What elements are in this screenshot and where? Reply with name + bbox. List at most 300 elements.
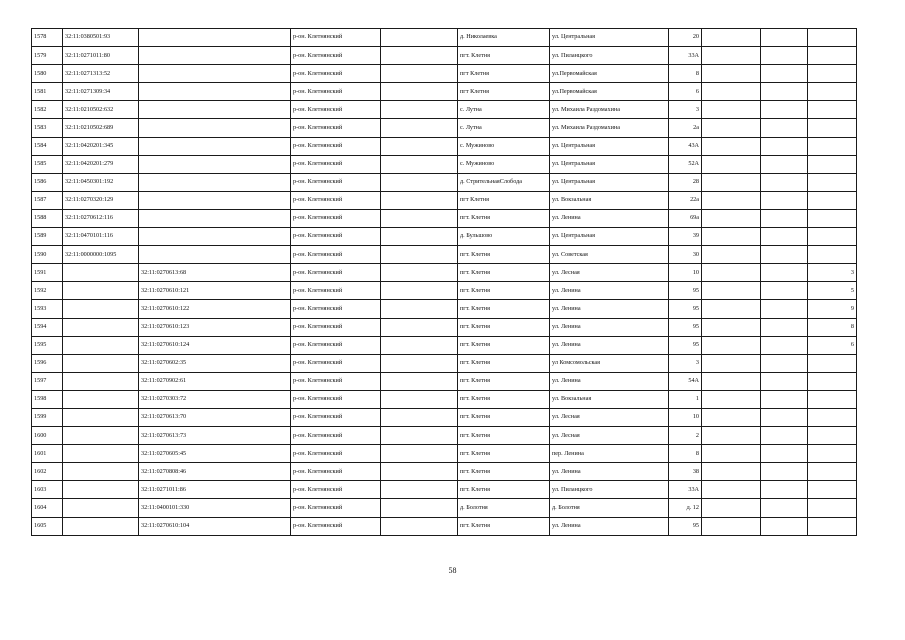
cell-cadastral-number: 32:11:0450301:192: [63, 173, 139, 191]
cell-extra-1: [761, 228, 808, 246]
cell-locality: пгт. Клетня: [458, 300, 550, 318]
cell-cadastral-number: 32:11:0271309:34: [63, 83, 139, 101]
cell-district: р-он. Клетнянский: [291, 463, 381, 481]
cell-cadastral-number: 32:11:0420201:279: [63, 155, 139, 173]
cell-row-number: 1591: [32, 264, 63, 282]
cell-district: р-он. Клетнянский: [291, 427, 381, 445]
cell-extra: [702, 65, 761, 83]
cell-cadastral-number-alt: [139, 209, 291, 227]
cell-house: 95: [669, 282, 702, 300]
cell-cadastral-number-alt: 32:11:0270613:73: [139, 427, 291, 445]
cell-locality: с. Мужиново: [458, 155, 550, 173]
cell-street: ул. Ленина: [550, 517, 669, 535]
page-number: 58: [448, 566, 457, 575]
cell-locality: пгт Клетня: [458, 83, 550, 101]
cell-extra-2: [808, 463, 857, 481]
cell-extra: [702, 101, 761, 119]
table-row: [32, 517, 857, 535]
cell-cadastral-number-alt: 32:11:0400101:330: [139, 499, 291, 517]
cell-row-number: 1601: [32, 445, 63, 463]
table-row: [32, 499, 857, 517]
cell-extra-2: [808, 209, 857, 227]
table-row: [32, 408, 857, 426]
cell-locality: пгт. Клетня: [458, 408, 550, 426]
cell-blank: [381, 173, 458, 191]
cell-cadastral-number: [63, 463, 139, 481]
cell-row-number: 1588: [32, 209, 63, 227]
cell-street: ул. Ленина: [550, 282, 669, 300]
cell-house: 54А: [669, 372, 702, 390]
cell-row-number: 1579: [32, 47, 63, 65]
cell-cadastral-number: [63, 300, 139, 318]
cell-extra-1: [761, 65, 808, 83]
cell-blank: [381, 209, 458, 227]
cell-extra-1: [761, 336, 808, 354]
cell-extra: [702, 499, 761, 517]
cell-row-number: 1600: [32, 427, 63, 445]
cell-blank: [381, 191, 458, 209]
cell-cadastral-number-alt: 32:11:0270613:70: [139, 408, 291, 426]
cell-district: р-он. Клетнянский: [291, 246, 381, 264]
cell-extra: [702, 481, 761, 499]
cell-extra: [702, 318, 761, 336]
cell-locality: пгт. Клетня: [458, 445, 550, 463]
cell-cadastral-number-alt: 32:11:0270602:35: [139, 354, 291, 372]
cell-extra-1: [761, 445, 808, 463]
cell-locality: д. Николаевка: [458, 29, 550, 47]
cell-extra-1: [761, 300, 808, 318]
document-sheet: [31, 28, 857, 536]
cell-house: 33А: [669, 47, 702, 65]
cell-locality: пгт. Клетня: [458, 264, 550, 282]
cell-street: ул. Ленина: [550, 318, 669, 336]
cell-extra-2: [808, 173, 857, 191]
cell-house: д. 12: [669, 499, 702, 517]
cell-extra-2: [808, 137, 857, 155]
cell-cadastral-number-alt: [139, 83, 291, 101]
cell-cadastral-number: [63, 408, 139, 426]
cell-extra: [702, 137, 761, 155]
cell-blank: [381, 264, 458, 282]
cell-extra: [702, 209, 761, 227]
cell-street: ул. Центральная: [550, 173, 669, 191]
cell-extra-1: [761, 354, 808, 372]
cell-blank: [381, 427, 458, 445]
cell-cadastral-number: [63, 427, 139, 445]
cell-extra: [702, 408, 761, 426]
cell-district: р-он. Клетнянский: [291, 517, 381, 535]
cell-cadastral-number-alt: [139, 65, 291, 83]
cell-cadastral-number-alt: [139, 119, 291, 137]
cell-locality: пгт. Клетня: [458, 427, 550, 445]
cell-cadastral-number: 32:11:0271011:80: [63, 47, 139, 65]
cell-cadastral-number: [63, 499, 139, 517]
cell-cadastral-number: 32:11:0271313:52: [63, 65, 139, 83]
cell-cadastral-number-alt: [139, 101, 291, 119]
cell-extra-1: [761, 101, 808, 119]
cell-district: р-он. Клетнянский: [291, 29, 381, 47]
cell-district: р-он. Клетнянский: [291, 173, 381, 191]
cell-extra: [702, 246, 761, 264]
cell-row-number: 1605: [32, 517, 63, 535]
cell-blank: [381, 336, 458, 354]
cell-street: ул.Первомайская: [550, 65, 669, 83]
cell-street: ул. Пиланцкого: [550, 47, 669, 65]
cell-street: ул. Ленина: [550, 209, 669, 227]
cell-locality: пгт. Клетня: [458, 47, 550, 65]
cell-extra-1: [761, 29, 808, 47]
table-row: [32, 300, 857, 318]
cell-extra-2: [808, 481, 857, 499]
cell-extra: [702, 445, 761, 463]
cell-house: 95: [669, 318, 702, 336]
table-row: [32, 191, 857, 209]
cell-house: 1: [669, 390, 702, 408]
cell-row-number: 1586: [32, 173, 63, 191]
cell-extra-1: [761, 408, 808, 426]
cell-cadastral-number: [63, 372, 139, 390]
cell-house: 30: [669, 246, 702, 264]
cell-blank: [381, 155, 458, 173]
table-row: [32, 119, 857, 137]
cell-house: 6: [669, 83, 702, 101]
cell-extra-1: [761, 282, 808, 300]
table-row: [32, 481, 857, 499]
cell-extra-1: [761, 191, 808, 209]
table-row: [32, 427, 857, 445]
cell-row-number: 1597: [32, 372, 63, 390]
cell-cadastral-number-alt: [139, 137, 291, 155]
cell-house: 3: [669, 101, 702, 119]
cell-district: р-он. Клетнянский: [291, 228, 381, 246]
cell-street: ул. Михаила Раздомахина: [550, 101, 669, 119]
cell-extra-1: [761, 209, 808, 227]
table-row: [32, 246, 857, 264]
cell-street: ул. Лесная: [550, 264, 669, 282]
cell-house: 2: [669, 427, 702, 445]
cell-row-number: 1594: [32, 318, 63, 336]
cell-extra-1: [761, 463, 808, 481]
cell-locality: пгт. Клетня: [458, 372, 550, 390]
cell-street: ул. Лесная: [550, 408, 669, 426]
cell-extra-2: [808, 119, 857, 137]
cell-locality: пгт. Клетня: [458, 246, 550, 264]
cell-row-number: 1583: [32, 119, 63, 137]
cell-extra-2: 8: [808, 318, 857, 336]
cell-extra-2: 5: [808, 282, 857, 300]
cell-blank: [381, 445, 458, 463]
cell-locality: д. СтрительнаяСлобода: [458, 173, 550, 191]
cell-house: 95: [669, 517, 702, 535]
cell-street: ул. Ленина: [550, 336, 669, 354]
cell-street: ул.Первомайская: [550, 83, 669, 101]
cell-cadastral-number: 32:11:0210502:689: [63, 119, 139, 137]
cell-extra-1: [761, 481, 808, 499]
cell-extra-1: [761, 427, 808, 445]
cell-extra-1: [761, 499, 808, 517]
cell-street: ул. Советская: [550, 246, 669, 264]
cell-street: ул Комсомольская: [550, 354, 669, 372]
cell-blank: [381, 83, 458, 101]
cell-extra-2: [808, 191, 857, 209]
cell-extra: [702, 517, 761, 535]
cell-cadastral-number: [63, 336, 139, 354]
cell-street: ул. Центральная: [550, 228, 669, 246]
cell-locality: пгт. Клетня: [458, 354, 550, 372]
cell-extra-2: [808, 372, 857, 390]
cell-extra: [702, 29, 761, 47]
cell-extra: [702, 336, 761, 354]
cell-blank: [381, 228, 458, 246]
cell-extra-2: [808, 47, 857, 65]
cell-extra-2: [808, 517, 857, 535]
cell-extra: [702, 264, 761, 282]
cell-street: ул. Центральная: [550, 155, 669, 173]
table-row: [32, 390, 857, 408]
cell-district: р-он. Клетнянский: [291, 445, 381, 463]
cell-district: р-он. Клетнянский: [291, 101, 381, 119]
table-row: [32, 354, 857, 372]
table-row: [32, 282, 857, 300]
cell-district: р-он. Клетнянский: [291, 336, 381, 354]
table-row: [32, 336, 857, 354]
cell-house: 10: [669, 264, 702, 282]
cell-blank: [381, 318, 458, 336]
cell-cadastral-number: 32:11:0270320:129: [63, 191, 139, 209]
cell-district: р-он. Клетнянский: [291, 83, 381, 101]
table-row: [32, 445, 857, 463]
cell-blank: [381, 65, 458, 83]
cell-blank: [381, 29, 458, 47]
cell-cadastral-number: 32:11:0470101:116: [63, 228, 139, 246]
cell-extra-1: [761, 318, 808, 336]
table-row: [32, 209, 857, 227]
cell-blank: [381, 517, 458, 535]
cell-cadastral-number: [63, 390, 139, 408]
cell-district: р-он. Клетнянский: [291, 264, 381, 282]
cell-street: ул. Ленина: [550, 463, 669, 481]
cell-row-number: 1584: [32, 137, 63, 155]
cell-house: 69а: [669, 209, 702, 227]
cell-blank: [381, 390, 458, 408]
cell-cadastral-number: 32:11:0420201:345: [63, 137, 139, 155]
cell-house: 95: [669, 300, 702, 318]
cell-extra-1: [761, 83, 808, 101]
cell-street: ул. Ленина: [550, 372, 669, 390]
cell-extra-1: [761, 155, 808, 173]
cell-row-number: 1604: [32, 499, 63, 517]
cell-extra-1: [761, 372, 808, 390]
cell-district: р-он. Клетнянский: [291, 191, 381, 209]
cell-locality: пгт. Клетня: [458, 517, 550, 535]
cell-row-number: 1582: [32, 101, 63, 119]
cell-cadastral-number-alt: [139, 173, 291, 191]
cell-cadastral-number: 32:11:0210502:632: [63, 101, 139, 119]
cell-locality: пгт Клетня: [458, 65, 550, 83]
cell-cadastral-number-alt: [139, 47, 291, 65]
cell-house: 95: [669, 336, 702, 354]
cell-district: р-он. Клетнянский: [291, 282, 381, 300]
table-row: [32, 372, 857, 390]
cell-blank: [381, 408, 458, 426]
cell-street: ул. Вокзальная: [550, 191, 669, 209]
cell-extra: [702, 119, 761, 137]
cell-cadastral-number: [63, 282, 139, 300]
cell-locality: д. Бульшово: [458, 228, 550, 246]
cell-house: 52А: [669, 155, 702, 173]
cell-cadastral-number: [63, 354, 139, 372]
cell-street: ул. Центральная: [550, 29, 669, 47]
cell-cadastral-number: [63, 445, 139, 463]
cell-row-number: 1580: [32, 65, 63, 83]
registry-body: [32, 29, 857, 536]
cell-cadastral-number-alt: 32:11:0270610:124: [139, 336, 291, 354]
cell-extra-2: [808, 499, 857, 517]
cell-row-number: 1598: [32, 390, 63, 408]
cell-locality: д. Болотня: [458, 499, 550, 517]
cell-extra-2: [808, 354, 857, 372]
cell-extra-1: [761, 119, 808, 137]
cell-house: 10: [669, 408, 702, 426]
cell-blank: [381, 137, 458, 155]
cell-row-number: 1593: [32, 300, 63, 318]
cell-extra: [702, 191, 761, 209]
cell-district: р-он. Клетнянский: [291, 354, 381, 372]
cell-district: р-он. Клетнянский: [291, 300, 381, 318]
cell-extra: [702, 282, 761, 300]
cell-extra-2: [808, 29, 857, 47]
cell-row-number: 1592: [32, 282, 63, 300]
cell-blank: [381, 372, 458, 390]
cell-extra-2: [808, 83, 857, 101]
cell-locality: пгт. Клетня: [458, 463, 550, 481]
cell-row-number: 1596: [32, 354, 63, 372]
cell-blank: [381, 246, 458, 264]
cell-street: ул. Лесная: [550, 427, 669, 445]
table-row: [32, 228, 857, 246]
cell-cadastral-number-alt: 32:11:0270605:45: [139, 445, 291, 463]
cell-extra-1: [761, 173, 808, 191]
cell-extra-1: [761, 137, 808, 155]
cell-blank: [381, 47, 458, 65]
cell-extra: [702, 228, 761, 246]
cell-extra-1: [761, 264, 808, 282]
cell-district: р-он. Клетнянский: [291, 318, 381, 336]
cell-row-number: 1587: [32, 191, 63, 209]
cell-street: ул. Центральная: [550, 137, 669, 155]
cell-extra-2: [808, 101, 857, 119]
cell-blank: [381, 481, 458, 499]
cell-blank: [381, 300, 458, 318]
cell-row-number: 1603: [32, 481, 63, 499]
cell-house: 8: [669, 65, 702, 83]
cell-cadastral-number-alt: [139, 155, 291, 173]
cell-extra-2: [808, 65, 857, 83]
cell-house: 22а: [669, 191, 702, 209]
cell-extra-2: [808, 246, 857, 264]
cell-locality: пгт. Клетня: [458, 318, 550, 336]
cell-extra: [702, 354, 761, 372]
cell-extra: [702, 47, 761, 65]
cell-blank: [381, 282, 458, 300]
cell-cadastral-number-alt: 32:11:0270610:122: [139, 300, 291, 318]
cell-extra-1: [761, 47, 808, 65]
cell-house: 38: [669, 463, 702, 481]
cell-extra-1: [761, 390, 808, 408]
cell-cadastral-number-alt: [139, 228, 291, 246]
cell-row-number: 1581: [32, 83, 63, 101]
cell-cadastral-number-alt: 32:11:0270613:68: [139, 264, 291, 282]
cell-blank: [381, 463, 458, 481]
cell-locality: пгт. Клетня: [458, 282, 550, 300]
cell-house: 3: [669, 354, 702, 372]
cell-cadastral-number-alt: 32:11:0271011:86: [139, 481, 291, 499]
table-row: [32, 318, 857, 336]
cell-extra: [702, 300, 761, 318]
cell-cadastral-number: [63, 318, 139, 336]
cell-row-number: 1590: [32, 246, 63, 264]
cell-house: 43А: [669, 137, 702, 155]
cell-extra: [702, 390, 761, 408]
table-row: [32, 47, 857, 65]
cell-row-number: 1589: [32, 228, 63, 246]
cell-cadastral-number-alt: 32:11:0270808:46: [139, 463, 291, 481]
cell-cadastral-number: [63, 517, 139, 535]
cell-street: д. Болотня: [550, 499, 669, 517]
cell-cadastral-number-alt: 32:11:0270610:123: [139, 318, 291, 336]
table-row: [32, 463, 857, 481]
cell-cadastral-number-alt: 32:11:0270303:72: [139, 390, 291, 408]
cell-blank: [381, 119, 458, 137]
cell-blank: [381, 101, 458, 119]
cell-locality: пгт. Клетня: [458, 390, 550, 408]
cell-extra-2: 6: [808, 336, 857, 354]
cell-cadastral-number-alt: [139, 29, 291, 47]
cell-extra: [702, 83, 761, 101]
cell-extra-1: [761, 517, 808, 535]
table-row: [32, 264, 857, 282]
cell-extra-2: [808, 155, 857, 173]
table-row: [32, 29, 857, 47]
cell-district: р-он. Клетнянский: [291, 372, 381, 390]
cell-cadastral-number: 32:11:0000000:1095: [63, 246, 139, 264]
cell-locality: пгт. Клетня: [458, 209, 550, 227]
cell-cadastral-number: [63, 481, 139, 499]
cell-extra: [702, 427, 761, 445]
cell-district: р-он. Клетнянский: [291, 65, 381, 83]
cell-cadastral-number-alt: 32:11:0270610:104: [139, 517, 291, 535]
cell-cadastral-number: 32:11:0270612:116: [63, 209, 139, 227]
cell-row-number: 1599: [32, 408, 63, 426]
table-row: [32, 137, 857, 155]
cell-cadastral-number-alt: 32:11:0270902:61: [139, 372, 291, 390]
table-row: [32, 155, 857, 173]
cell-street: ул. Пиланцкого: [550, 481, 669, 499]
registry-table: [31, 28, 857, 536]
cell-locality: пгт Клетня: [458, 191, 550, 209]
cell-extra: [702, 372, 761, 390]
cell-extra: [702, 155, 761, 173]
cell-locality: пгт. Клетня: [458, 481, 550, 499]
table-row: [32, 83, 857, 101]
cell-house: 39: [669, 228, 702, 246]
cell-extra-2: [808, 390, 857, 408]
cell-locality: с. Мужиново: [458, 137, 550, 155]
table-row: [32, 173, 857, 191]
cell-district: р-он. Клетнянский: [291, 481, 381, 499]
cell-extra: [702, 173, 761, 191]
cell-extra: [702, 463, 761, 481]
